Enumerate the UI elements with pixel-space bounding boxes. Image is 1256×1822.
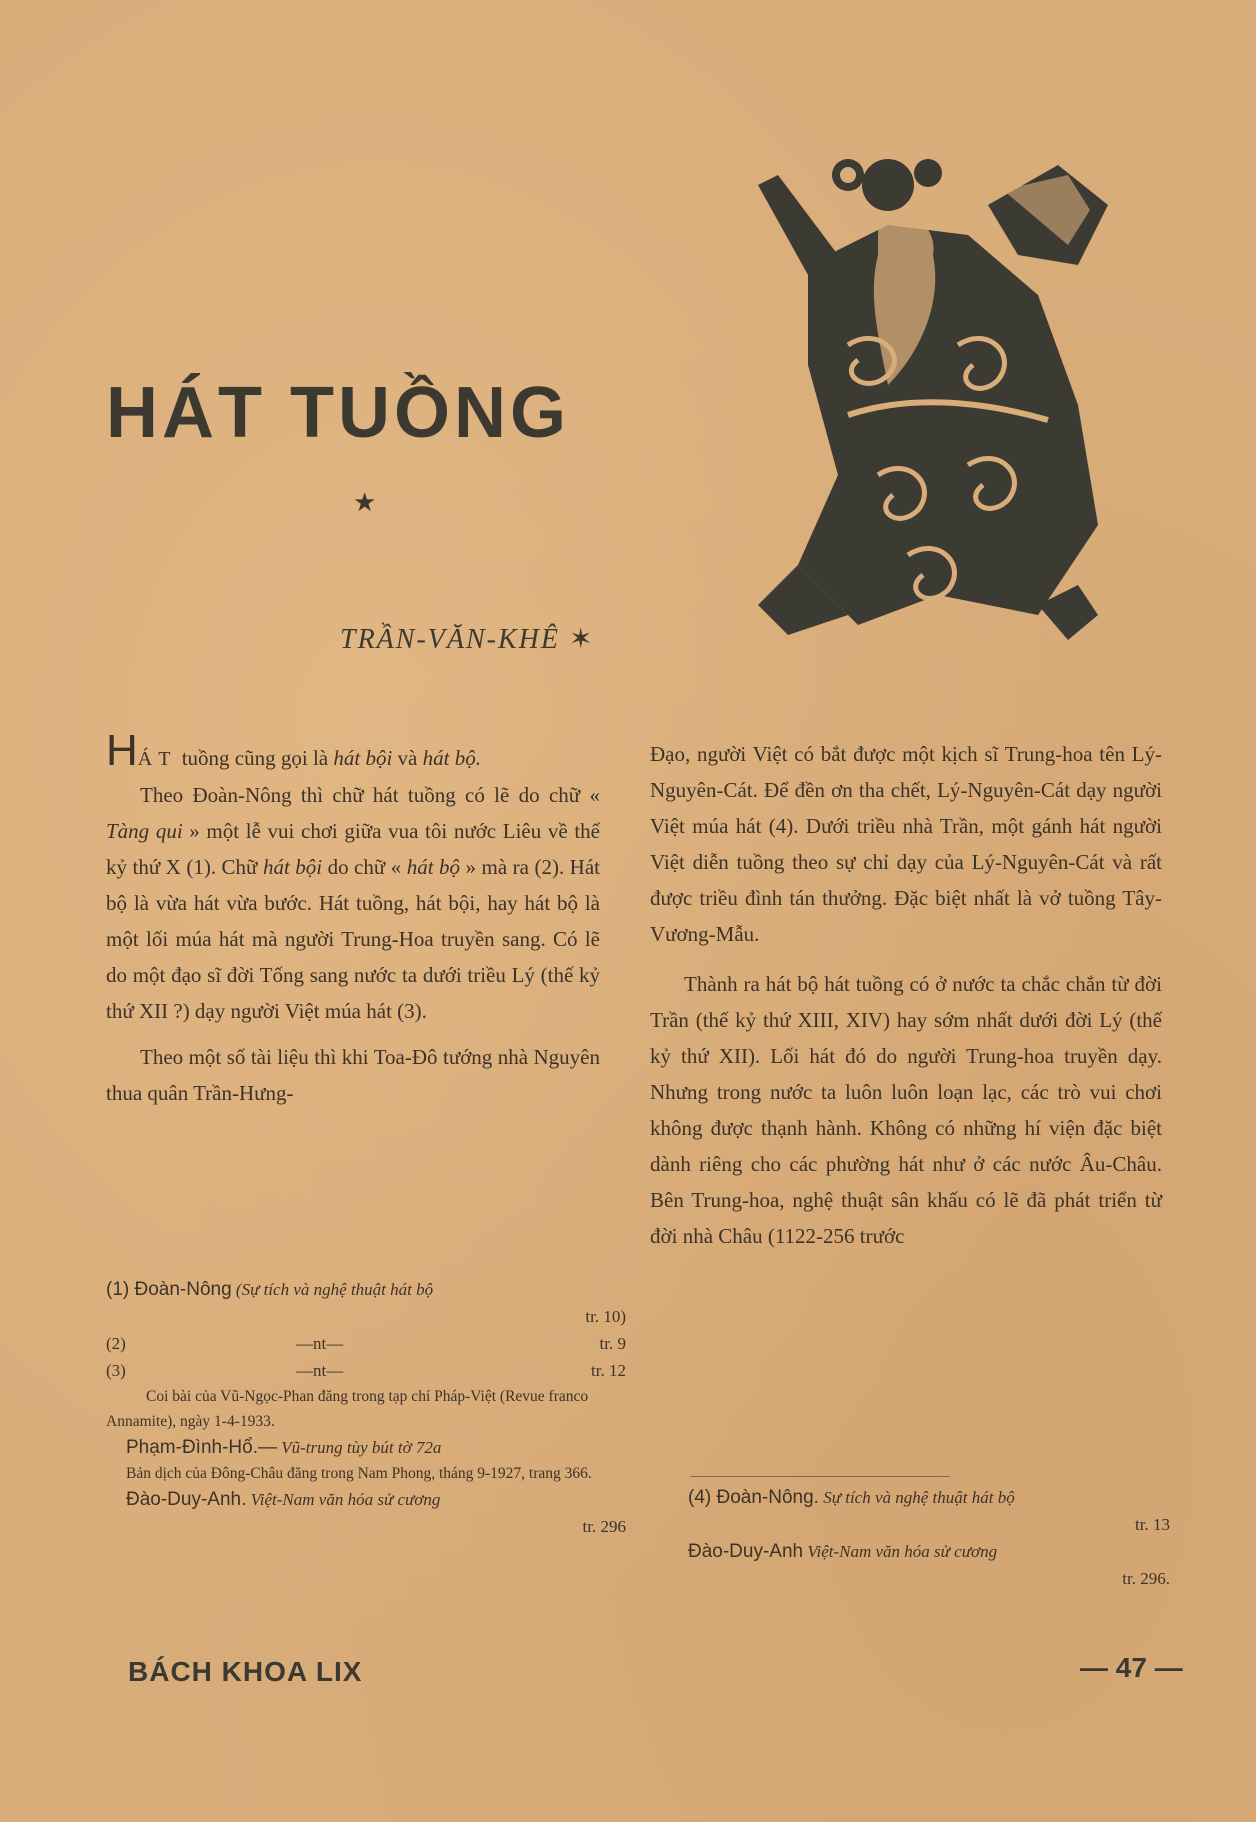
footnote-4-text: Bản dịch của Đông-Châu đăng trong Nam Phong, tháng 9-1927, trang 366.	[126, 1465, 592, 1482]
drop-cap: H	[106, 726, 138, 775]
footnote-divider	[690, 1476, 950, 1477]
right-column	[650, 736, 1162, 1254]
footnote-r1: (4) Đoàn-Nông. Sự tích và nghệ thuật hát bộ	[688, 1487, 1015, 1508]
left-paragraph-3: Theo một số tài liệu thì khi Toa-Đô tướng nhà Nguyên thua quân Trần-Hưng-	[106, 1045, 600, 1105]
article-title: HÁT TUỒNG	[106, 373, 570, 453]
author-line	[340, 622, 594, 656]
title-star: ★	[353, 488, 377, 517]
footnote-5: Đào-Duy-Anh. Việt-Nam văn hóa sử cương	[126, 1489, 441, 1510]
left-footnotes: (1) Đoàn-Nông (Sự tích và nghệ thuật hát bộ tr. 10) (2) —nt— tr. 9 (3) —nt— tr. 12 Coi bài của Vũ-Ngọc-Phan đăng trong tạp chí Pháp-Việt (Revue franco Annamite), ngày 1-4-1933. Phạm-Đình-Hổ.— Vũ-trung tùy bút tờ 72a Bản dịch của Đông-Châu đăng trong Nam Phong, tháng 9-1927, trang 366. Đào-Duy-Anh. Việt-Nam văn hóa sử cương tr. 296	[106, 1276, 626, 1540]
left-column	[106, 726, 601, 1111]
right-paragraph-1: Đạo, người Việt có bắt được một kịch sĩ Trung-hoa tên Lý-Nguyên-Cát. Để đền ơn tha chết, Lý-Nguyên-Cát dạy người Việt múa hát (4). Dưới triều nhà Trần, một gánh hát người Việt diễn tuồng theo sự chỉ dạy của Lý-Nguyên-Cát và rất được triều đình tán thưởng. Đặc biệt nhất là vở tuồng Tây-Vương-Mẫu.	[650, 742, 1162, 946]
footnote-1: (1) Đoàn-Nông (Sự tích và nghệ thuật hát bộ	[106, 1279, 434, 1300]
page-number: — 47 —	[1080, 1652, 1183, 1683]
left-paragraph-2: Theo Đoàn-Nông thì chữ hát tuồng có lẽ do chữ « Tàng qui » một lễ vui chơi giữa vua tôi nước Liêu về thế kỷ thứ X (1). Chữ hát bội do chữ « hát bộ » mà ra (2). Hát bộ là vừa hát vừa bước. Hát tuồng, hát bội, hay hát bộ là một lối múa hát mà người Trung-Hoa truyền sang. Có lẽ do một đạo sĩ đời Tống sang nước ta dưới triều Lý (thế kỷ thứ XII ?) dạy người Việt múa hát (3).	[106, 783, 601, 1023]
footnote-4: Phạm-Đình-Hổ.— Vũ-trung tùy bút tờ 72a	[126, 1437, 442, 1458]
magazine-name: BÁCH KHOA LIX	[128, 1656, 363, 1687]
right-footnotes: (4) Đoàn-Nông. Sự tích và nghệ thuật hát bộ tr. 13 Đào-Duy-Anh Việt-Nam văn hóa sử cương tr. 296.	[688, 1484, 1170, 1592]
footnote-3-text: Coi bài của Vũ-Ngọc-Phan đăng trong tạp chí Pháp-Việt (Revue franco Annamite), ngày 1-4-1933.	[106, 1388, 589, 1430]
left-paragraph-1: HÁT tuồng cũng gọi là hát bội và hát bộ.	[106, 726, 481, 775]
right-paragraph-2: Thành ra hát bộ hát tuồng có ở nước ta chắc chắn từ đời Trần (thế kỷ thứ XIII, XIV) hay sớm nhất dưới đời Lý (thế kỷ thứ XII). Lối hát đó do người Trung-hoa truyền dạy. Nhưng trong nước ta luôn luôn loạn lạc, các trò vui chơi không được thạnh hành. Không có những hí viện đặc biệt dành riêng cho các phường hát như ở các nước Âu-Châu. Bên Trung-hoa, nghệ thuật sân khấu có lẽ đã phát triển từ đời nhà Châu (1122-256 trước	[650, 972, 1162, 1248]
author-name: TRẦN-VĂN-KHÊ	[340, 624, 560, 655]
footnote-r2: Đào-Duy-Anh Việt-Nam văn hóa sử cương	[688, 1541, 998, 1562]
author-star: ✶	[569, 624, 595, 655]
tuong-actor-illustration	[738, 145, 1138, 645]
footnote-2: (2) —nt— tr. 9	[106, 1334, 626, 1353]
footnote-3: (3) —nt— tr. 12	[106, 1361, 626, 1380]
